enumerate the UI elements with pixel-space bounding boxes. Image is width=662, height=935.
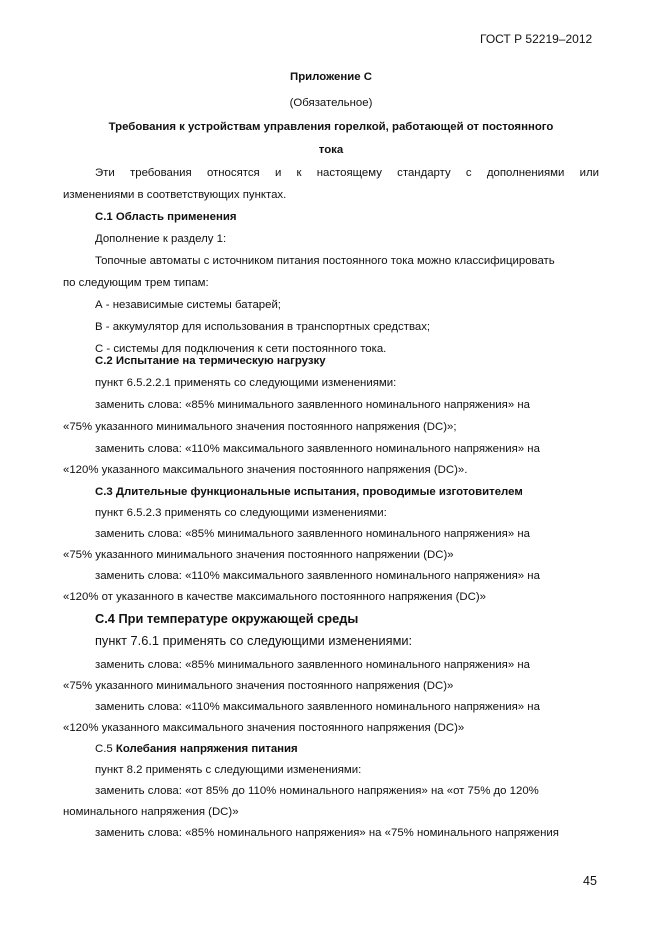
section-heading: С.1 Область применения	[95, 211, 237, 223]
section-heading: С.4 При температуре окружающей среды	[95, 611, 359, 626]
appendix-title: Приложение С	[290, 71, 372, 83]
paragraph-line: номинального напряжения (DC)»	[63, 806, 239, 818]
paragraph: Топочные автоматы с источником питания постоянного тока можно классифицировать	[95, 255, 555, 267]
intro-word: или	[579, 167, 599, 179]
paragraph: заменить слова: «110% максимального заявленного номинального напряжения» на	[95, 570, 540, 582]
paragraph: Дополнение к разделу 1:	[95, 233, 227, 245]
list-item: С - системы для подключения к сети постоянного тока.	[95, 343, 387, 355]
intro-word: настоящему	[316, 167, 382, 179]
paragraph: заменить слова: «110% максимального заявленного номинального напряжения» на	[95, 443, 540, 455]
paragraph-line: «75% указанного минимального значения постоянного напряжения (DC)»;	[63, 421, 457, 433]
list-item: В - аккумулятор для использования в транспортных средствах;	[95, 321, 431, 333]
list-item: А - независимые системы батарей;	[95, 299, 281, 311]
document-header: ГОСТ Р 52219–2012	[480, 32, 593, 46]
paragraph-line: «120% от указанного в качестве максимального постоянного напряжения (DC)»	[63, 591, 486, 603]
paragraph: заменить слова: «110% максимального заявленного номинального напряжения» на	[95, 701, 540, 713]
intro-word: требования	[130, 167, 192, 179]
section-heading	[95, 742, 298, 756]
section-heading: С.2 Испытание на термическую нагрузку	[95, 355, 326, 367]
intro-word: стандарту	[397, 167, 451, 179]
paragraph: пункт 7.6.1 применять со следующими изменениями:	[95, 633, 413, 648]
paragraph-line: «75% указанного минимального значения постоянного напряжении (DC)»	[63, 549, 454, 561]
paragraph-line: «75% указанного минимального значения постоянного напряжения (DC)»	[63, 680, 454, 692]
intro-word: дополнениями	[486, 167, 565, 179]
intro-word: Эти	[95, 167, 115, 179]
paragraph: заменить слова: «от 85% до 110% номинального напряжения» на «от 75% до 120%	[95, 785, 539, 797]
section-number: С.5	[95, 743, 116, 755]
paragraph: пункт 8.2 применять с следующими изменениями:	[95, 764, 362, 776]
paragraph-line: по следующим трем типам:	[63, 277, 209, 289]
paragraph-line: «120% указанного максимального значения постоянного напряжения (DC)».	[63, 464, 468, 476]
paragraph: заменить слова: «85% минимального заявленного номинального напряжения» на	[95, 399, 530, 411]
intro-paragraph	[95, 166, 599, 180]
paragraph: заменить слова: «85% номинального напряжения» на «75% номинального напряжения	[95, 827, 559, 839]
intro-word: к	[296, 167, 302, 179]
intro-word: и	[274, 167, 282, 179]
paragraph: заменить слова: «85% минимального заявленного номинального напряжения» на	[95, 528, 530, 540]
intro-paragraph-line: изменениями в соответствующих пунктах.	[63, 189, 287, 201]
appendix-heading-continued: тока	[318, 144, 344, 156]
appendix-heading: Требования к устройствам управления горелкой, работающей от постоянного	[108, 121, 554, 133]
paragraph: пункт 6.5.2.3 применять со следующими изменениями:	[95, 507, 387, 519]
paragraph: заменить слова: «85% минимального заявленного номинального напряжения» на	[95, 659, 530, 671]
intro-word: с	[465, 167, 472, 179]
appendix-status: (Обязательное)	[289, 97, 373, 109]
intro-word: относятся	[206, 167, 260, 179]
section-title: Колебания напряжения питания	[115, 743, 298, 755]
section-heading: С.3 Длительные функциональные испытания, проводимые изготовителем	[95, 486, 523, 498]
paragraph-line: «120% указанного максимального значения постоянного напряжения (DC)»	[63, 722, 465, 734]
page-number: 45	[583, 874, 597, 888]
paragraph: пункт 6.5.2.2.1 применять со следующими изменениями:	[95, 377, 397, 389]
